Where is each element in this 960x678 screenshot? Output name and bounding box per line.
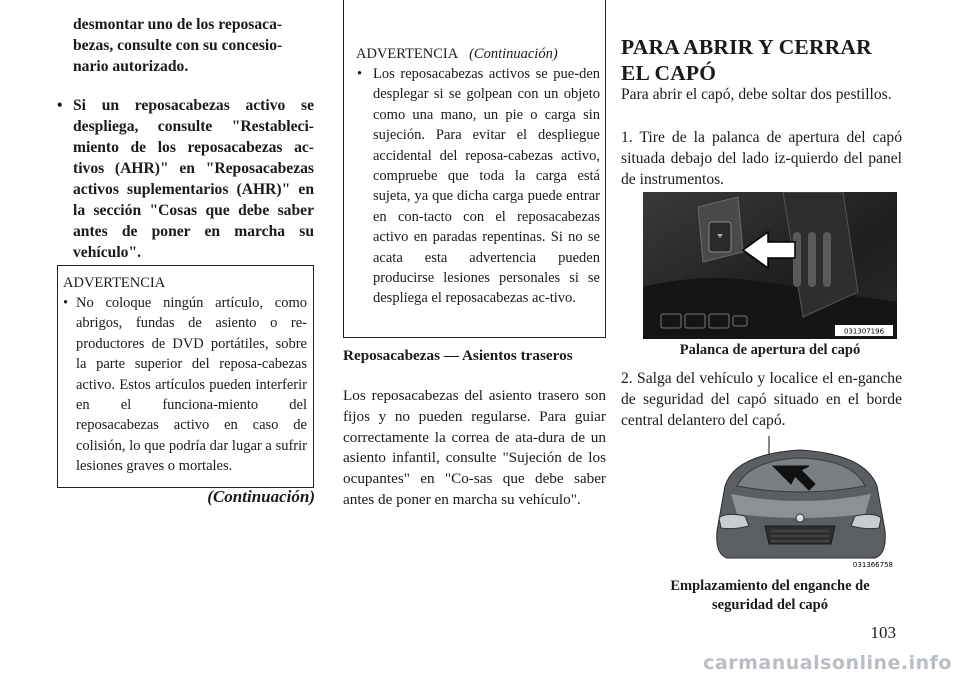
warning-box-continued — [343, 0, 606, 338]
figure-hood-safety-catch — [705, 436, 895, 569]
section-title — [621, 34, 872, 86]
warning-bullet-mark: • — [63, 295, 69, 311]
figure-1-code: 031307196 — [843, 327, 885, 336]
figure-2-caption-line-2: seguridad del capó — [711, 597, 828, 613]
warning-box-left — [57, 265, 314, 488]
warning-title: ADVERTENCIA — [356, 46, 458, 62]
warning-title: ADVERTENCIA — [63, 275, 166, 291]
warning-title-suffix: (Continuación) — [469, 46, 558, 62]
figure-hood-release-lever — [643, 192, 897, 339]
figure-1-caption: Palanca de apertura del capó — [679, 342, 861, 358]
continued-line-3: nario autorizado. — [73, 58, 189, 75]
continued-label: (Continuación) — [207, 487, 315, 506]
continued-line-2: bezas, consulte con su concesio- — [73, 37, 283, 54]
watermark[interactable]: carmanualsonline.info — [703, 652, 952, 674]
rear-headrest-subheading: Reposacabezas — Asientos traseros — [343, 347, 573, 364]
continued-paragraph — [73, 14, 314, 77]
figure-2-caption-line-1: Emplazamiento del enganche de — [670, 578, 870, 594]
figure-2-caption — [643, 577, 897, 615]
page-number: 103 — [870, 623, 896, 642]
hood-step-1: 1. Tire de la palanca de apertura del capó situada debajo del lado iz-quierdo del panel de instrumentos. — [621, 129, 902, 188]
figure-2-code: 031366758 — [852, 561, 893, 569]
warning-bullet-mark: • — [357, 66, 363, 82]
hood-safety-catch-illustration — [705, 436, 895, 569]
bullet-mark: • — [57, 97, 63, 114]
hood-release-lever-illustration — [643, 192, 897, 339]
section-title-line-1: PARA ABRIR Y CERRAR — [621, 35, 872, 59]
hood-step-2: 2. Salga del vehículo y localice el en-ganche de seguridad del capó situado en el borde central delantero del capó. — [621, 370, 902, 429]
hood-intro: Para abrir el capó, debe soltar dos pestillos. — [621, 86, 892, 103]
warning-continued-title — [356, 44, 558, 64]
rear-headrest-body: Los reposacabezas del asiento trasero son fijos y no pueden regularse. Para guiar correctamente la correa de ata-dura de un asiento infantil, consulte "Sujeción de los ocupantes" en "Co-sas que debe saber antes de poner en marcha su vehículo". — [343, 387, 606, 508]
bullet-ahr-reset-text: Si un reposacabezas activo se despliega, consulte "Restableci-miento de los reposacabezas ac-tivos (AHR)" en "Reposacabezas activos suplementarios (AHR)" en la sección "Cosas que debe saber antes de poner en marcha su vehículo". — [73, 97, 314, 261]
warning-text: No coloque ningún artículo, como abrigos, fundas de asiento o re-productores de DVD portátiles, sobre la parte superior del reposa-cabezas activo. Estos artículos pueden interferir en el funciona-miento del reposacabezas activo en caso de colisión, lo que podría dar lugar a sufrir lesiones graves o mortales. — [76, 295, 307, 475]
continued-line-1: desmontar uno de los reposaca- — [73, 16, 283, 33]
warning-text: Los reposacabezas activos se pue-den desplegar si se golpean con un objeto como una mano, un pie o carga sin sujeción. Para evitar el despliegue accidental del reposa-cabezas activo, compruebe que toda la carga está sujeta, ya que dicha carga puede entrar en con-tacto con el reposacabezas activo en paradas repentinas. Si no se acata esta advertencia pueden producirse lesiones personales si se despliega el reposacabezas ac-tivo. — [373, 66, 600, 307]
section-title-line-2: EL CAPÓ — [621, 61, 717, 85]
